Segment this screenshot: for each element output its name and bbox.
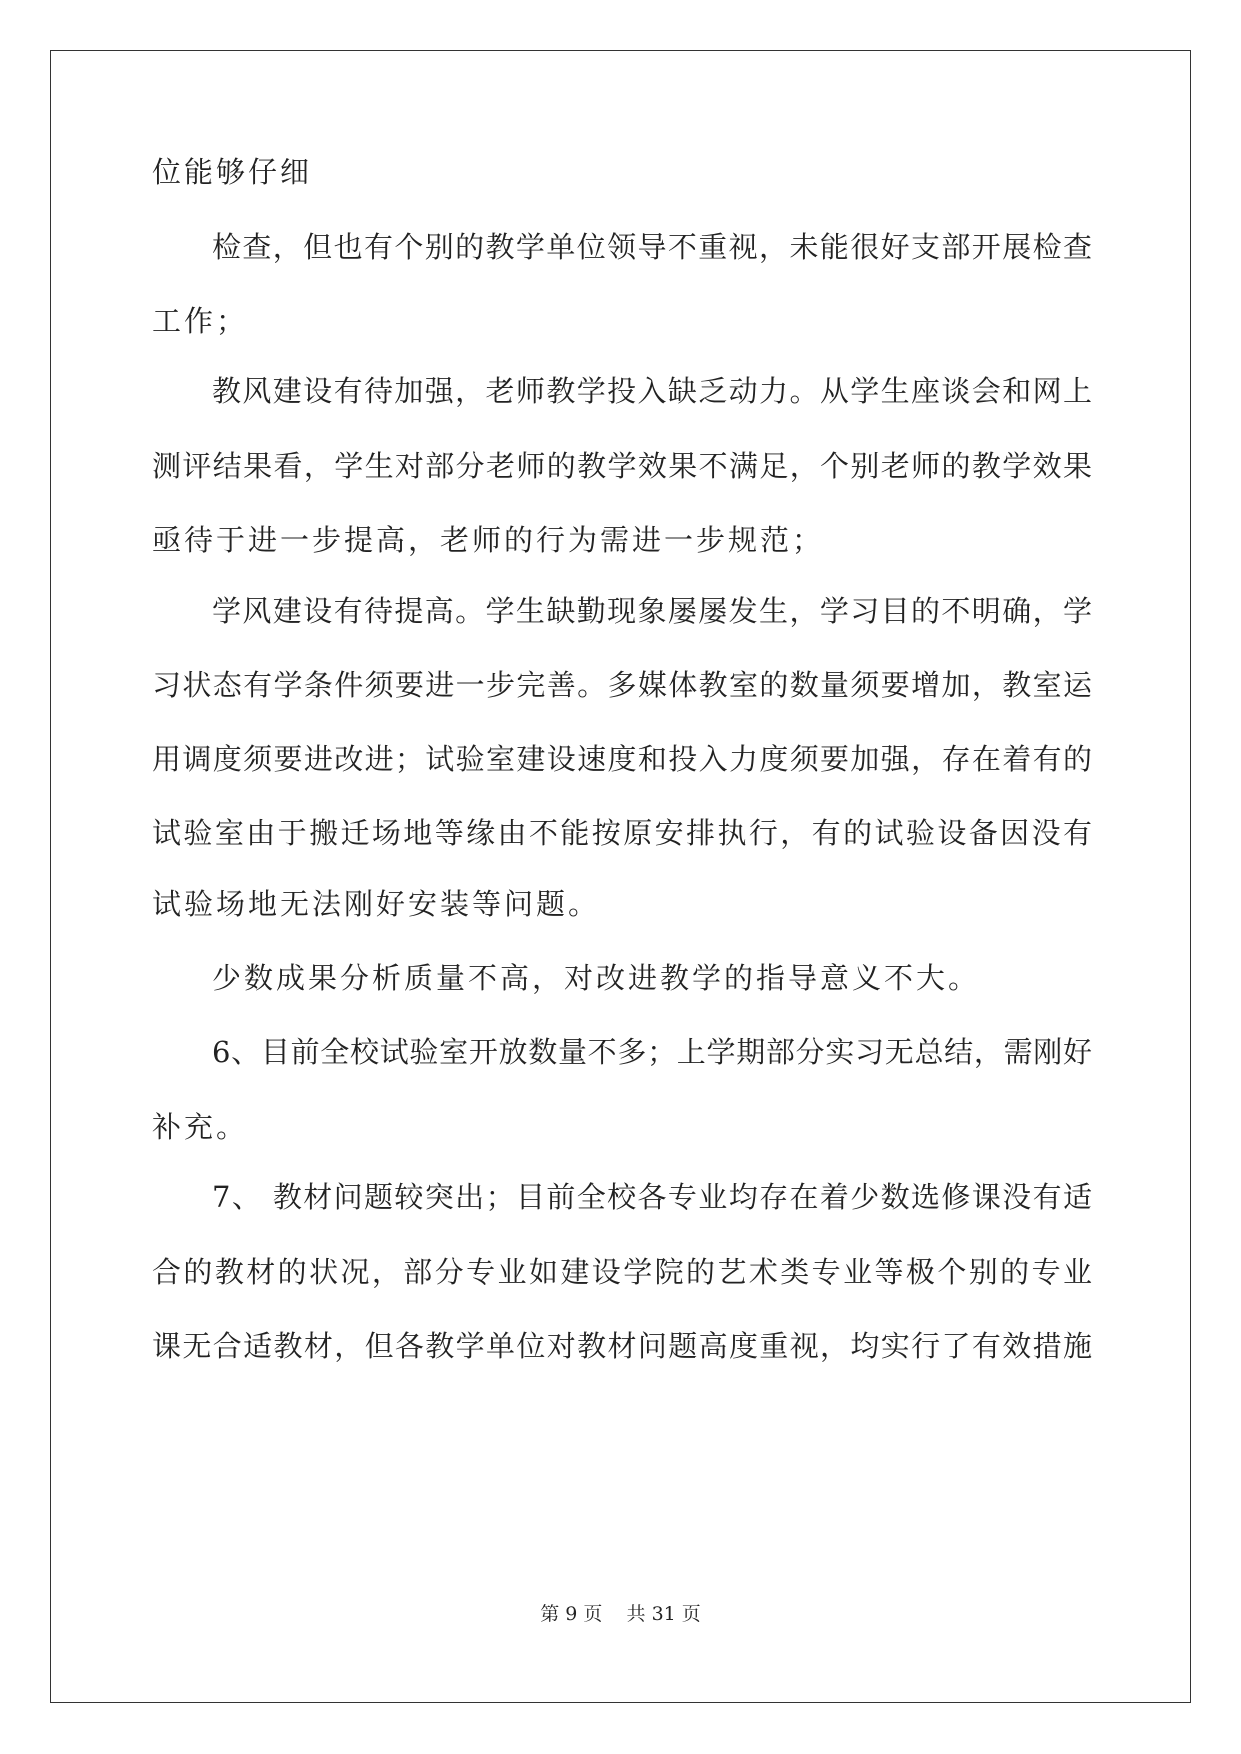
text-line: 用调度须要进改进；试验室建设速度和投入力度须要加强，存在着有的 [152, 742, 1092, 776]
text-line: 教风建设有待加强，老师教学投入缺乏动力。从学生座谈会和网上 [212, 374, 1092, 408]
text-line: 检查，但也有个别的教学单位领导不重视，未能很好支部开展检查 [212, 230, 1092, 264]
text-line: 7、 教材问题较突出；目前全校各专业均存在着少数选修课没有适 [212, 1180, 1092, 1214]
text-line: 少数成果分析质量不高，对改进教学的指导意义不大。 [212, 961, 981, 995]
page-number-footer: 第 9 页 共 31 页 [540, 1603, 701, 1625]
text-line: 6、目前全校试验室开放数量不多；上学期部分实习无总结，需刚好 [212, 1035, 1092, 1069]
text-line: 课无合适教材，但各教学单位对教材问题高度重视，均实行了有效措施 [152, 1329, 1092, 1363]
text-line: 亟待于进一步提高，老师的行为需进一步规范； [152, 523, 825, 557]
text-line: 合的教材的状况，部分专业如建设学院的艺术类专业等极个别的专业 [152, 1255, 1092, 1289]
text-line: 试验室由于搬迁场地等缘由不能按原安排执行，有的试验设备因没有 [152, 816, 1092, 850]
text-line: 试验场地无法刚好安装等问题。 [152, 887, 601, 921]
text-line: 位能够仔细 [152, 155, 313, 189]
text-line: 学风建设有待提高。学生缺勤现象屡屡发生，学习目的不明确，学 [212, 594, 1092, 628]
text-line: 测评结果看，学生对部分老师的教学效果不满足，个别老师的教学效果 [152, 449, 1092, 483]
text-line: 工作； [152, 304, 249, 338]
page-border [50, 50, 1191, 1703]
text-line: 补充。 [152, 1110, 249, 1144]
text-line: 习状态有学条件须要进一步完善。多媒体教室的数量须要增加，教室运 [152, 668, 1092, 702]
